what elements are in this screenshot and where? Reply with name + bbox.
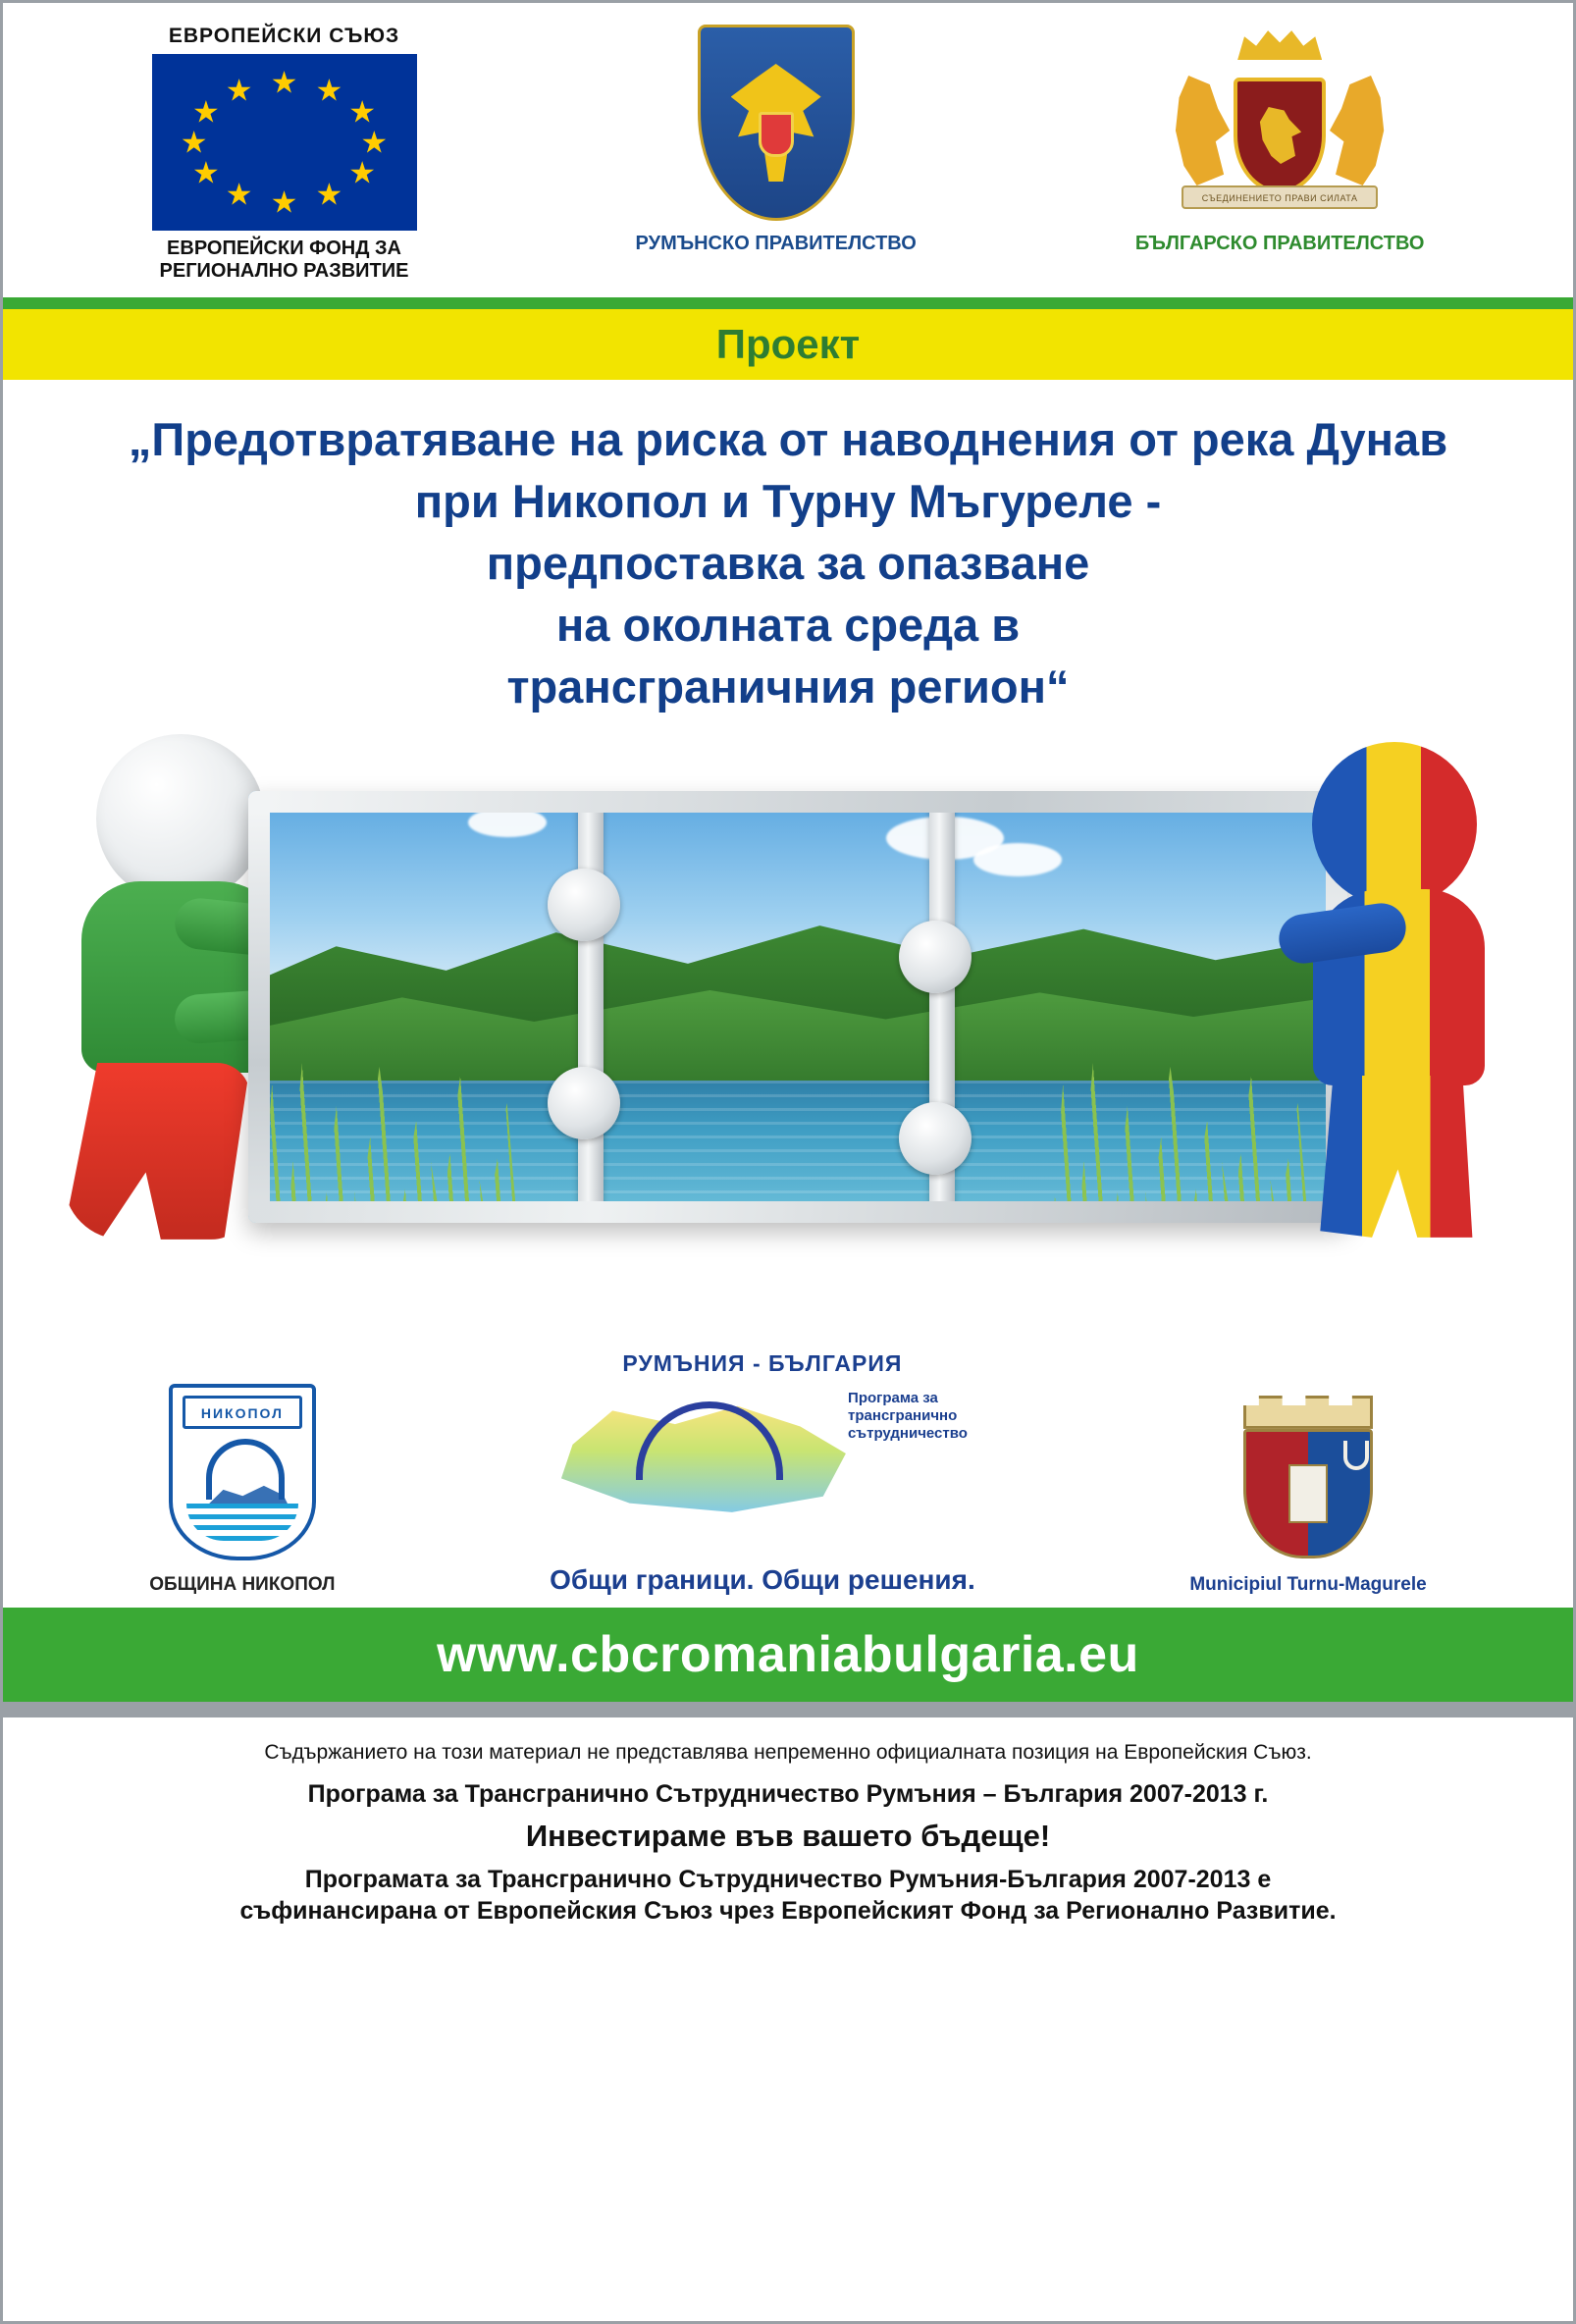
bulgaria-government-caption: БЪЛГАРСКО ПРАВИТЕЛСТВО: [1134, 233, 1425, 254]
partner-logos: [3, 1284, 1573, 1608]
partner-programme: [550, 1350, 975, 1596]
footer: [3, 1717, 1573, 1945]
grey-rule: [3, 1702, 1573, 1717]
puzzle-assembly: [248, 791, 1347, 1223]
illustration: [3, 734, 1573, 1284]
partner-turnu-magurele: [1189, 1396, 1426, 1596]
project-banner: [3, 309, 1573, 380]
footer-disclaimer: Съдържанието на този материал не представлява непременно официалната позиция на Европейския Съюз.: [264, 1740, 1312, 1764]
tricolour-figure-head-icon: [1312, 742, 1477, 907]
romania-logo-block: [636, 25, 917, 255]
nikopol-caption: ОБЩИНА НИКОПОЛ: [149, 1573, 336, 1595]
lion-supporter-left-icon: [1171, 76, 1230, 185]
puzzle-frame-edge: [248, 791, 1347, 1223]
green-figure-legs-icon: [64, 1063, 250, 1240]
cbc-programme-logo-icon: [552, 1350, 973, 1557]
footer-funding-line2: съфинансирана от Европейския Съюз чрез Европейският Фонд за Регионално Развитие.: [239, 1897, 1337, 1926]
bulgaria-logo-block: [1135, 25, 1425, 255]
website-url[interactable]: www.cbcromaniabulgaria.eu: [437, 1625, 1139, 1683]
eu-flag-icon: ★ ★ ★ ★ ★ ★ ★ ★ ★ ★ ★ ★: [152, 54, 417, 231]
website-bar[interactable]: [3, 1608, 1573, 1702]
title-line-1: „Предотвратяване на риска от наводнения от река Дунав: [128, 413, 1448, 465]
eagle-shield-icon: [759, 112, 794, 157]
center-shield-icon: [1234, 78, 1326, 193]
programme-subtitle: [848, 1390, 968, 1443]
partner-nikopol: [149, 1384, 335, 1596]
nikopol-crest-name: НИКОПОЛ: [183, 1396, 302, 1429]
programme-slogan: Общи граници. Общи решения.: [550, 1563, 975, 1595]
tricolour-figure-legs-icon: [1317, 1076, 1479, 1238]
eu-fund-label-line1: ЕВРОПЕЙСКИ ФОНД ЗА: [167, 238, 401, 259]
title-line-5: трансграничния регион“: [506, 660, 1070, 713]
mural-crown-icon: [1243, 1396, 1373, 1429]
turnu-magurele-crest-icon: [1230, 1396, 1387, 1562]
title-line-4: на околната среда в: [555, 598, 1021, 651]
romania-government-caption: РУМЪНСКО ПРАВИТЕЛСТВО: [635, 233, 917, 254]
green-figure-head-icon: [96, 734, 265, 903]
turnu-magurele-caption: Municipiul Turnu-Magurele: [1189, 1573, 1427, 1595]
eu-logo-block: [152, 25, 417, 283]
lion-supporter-right-icon: [1330, 76, 1389, 185]
romanian-coat-of-arms-icon: [698, 25, 855, 221]
anchor-icon: [1343, 1441, 1369, 1470]
green-rule-top: [3, 297, 1573, 309]
bridge-icon: [636, 1401, 783, 1480]
waves-icon: [186, 1504, 298, 1541]
motto-ribbon: СЪЕДИНЕНИЕТО ПРАВИ СИЛАТА: [1182, 185, 1378, 209]
header-logos: [3, 3, 1573, 297]
crown-icon: [1237, 26, 1322, 60]
footer-programme: Програма за Трансгранично Сътрудничество Румъния – България 2007-2013 г.: [307, 1779, 1269, 1808]
title-line-2: при Никопол и Турну Мъгуреле -: [414, 474, 1162, 527]
programme-subtitle-line1: Програма за: [848, 1389, 938, 1406]
bulgarian-coat-of-arms-icon: [1167, 25, 1392, 221]
project-title: [3, 380, 1573, 718]
programme-title: РУМЪНИЯ - БЪЛГАРИЯ: [622, 1349, 903, 1376]
eu-fund-label-line2: РЕГИОНАЛНО РАЗВИТИЕ: [159, 260, 409, 282]
eu-top-label: ЕВРОПЕЙСКИ СЪЮЗ: [168, 25, 400, 47]
title-line-3: предпоставка за опазване: [486, 536, 1090, 589]
footer-slogan: Инвестираме във вашето бъдеще!: [525, 1818, 1051, 1853]
programme-subtitle-line3: сътрудничество: [848, 1424, 968, 1442]
project-banner-label: Проект: [715, 321, 861, 367]
nikopol-crest-icon: [169, 1384, 316, 1560]
footer-funding-line1: Програмата за Трансгранично Сътрудничество Румъния-България 2007-2013 е: [304, 1865, 1272, 1893]
programme-subtitle-line2: трансгранично: [848, 1406, 958, 1424]
tower-icon: [1288, 1464, 1328, 1523]
puzzle-landscape-image: [248, 791, 1347, 1223]
eu-fund-label: [160, 238, 409, 283]
center-lion-icon: [1258, 107, 1301, 164]
